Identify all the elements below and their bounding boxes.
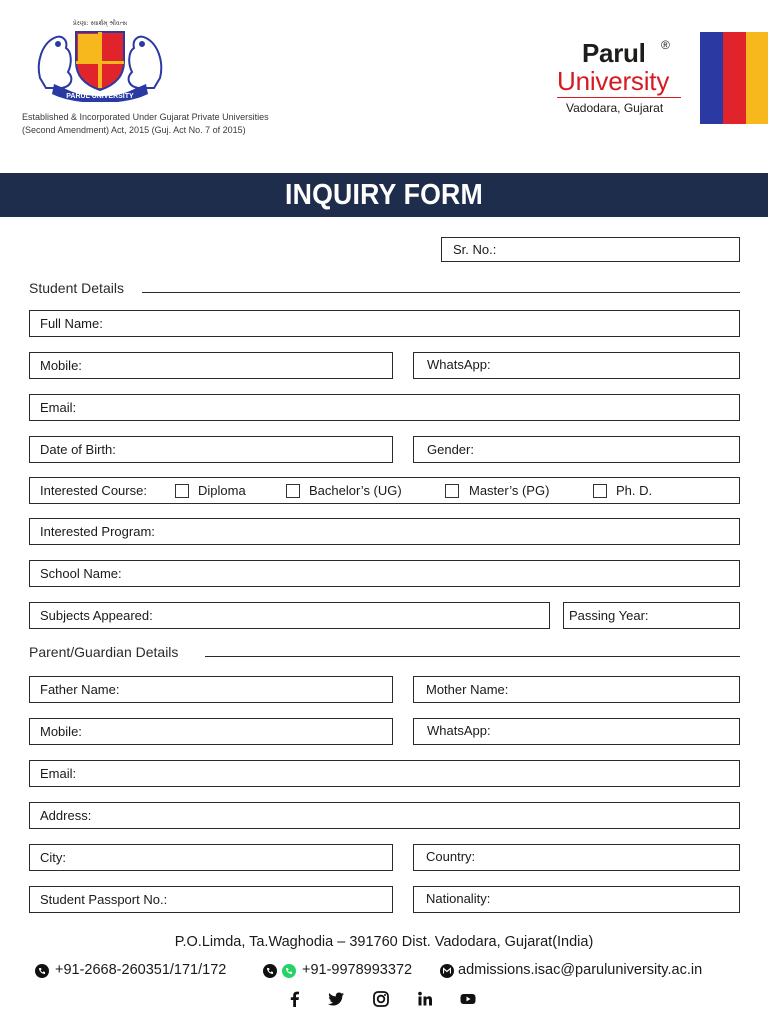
student-mobile-label: Mobile: — [40, 358, 82, 373]
phone-icon — [35, 964, 49, 978]
phd-option-label: Ph. D. — [616, 483, 653, 498]
country-label: Country: — [426, 849, 476, 864]
interested-course-label: Interested Course: — [40, 483, 147, 498]
student-details-heading: Student Details — [29, 280, 124, 296]
crest-motto: પ્રેરણા: સ્વાર્થમ્ શ્રીવત્સ — [72, 20, 128, 27]
bachelors-checkbox[interactable] — [286, 484, 300, 498]
serial-number-field[interactable] — [441, 237, 740, 262]
establishment-line-1: Established & Incorporated Under Gujarat Private Universities — [22, 112, 269, 122]
date-of-birth-label: Date of Birth: — [40, 442, 116, 457]
establishment-notice — [22, 111, 269, 137]
postal-address: P.O.Limda, Ta.Waghodia – 391760 Dist. Vadodara, Gujarat(India) — [174, 934, 594, 950]
university-crest-logo — [32, 18, 168, 102]
brand-stripe-blue — [700, 32, 723, 124]
parent-email-label: Email: — [40, 766, 77, 781]
passport-number-label: Student Passport No.: — [40, 892, 168, 907]
brand-name: Parul — [582, 38, 646, 68]
gender-field[interactable] — [413, 436, 740, 463]
brand-stripe-yellow — [746, 32, 768, 124]
facebook-icon[interactable] — [286, 990, 304, 1008]
brand-university: University — [557, 66, 670, 96]
diploma-option-label: Diploma — [198, 483, 246, 498]
interested-program-label: Interested Program: — [40, 524, 155, 539]
whatsapp-number[interactable]: +91-9978993372 — [302, 962, 413, 978]
email-address[interactable]: admissions.isac@paruluniversity.ac.in — [458, 962, 703, 978]
email-icon — [440, 964, 454, 978]
phone-numbers[interactable]: +91-2668-260351/171/172 — [55, 962, 227, 978]
city-label: City: — [40, 850, 66, 865]
father-name-field[interactable] — [29, 676, 393, 703]
student-mobile-field[interactable] — [29, 352, 393, 379]
call-icon — [263, 964, 277, 978]
mother-name-field[interactable] — [413, 676, 740, 703]
establishment-line-2: (Second Amendment) Act, 2015 (Guj. Act No. 7 of 2015) — [22, 125, 246, 135]
date-of-birth-field[interactable] — [29, 436, 393, 463]
country-field[interactable] — [413, 844, 740, 871]
form-title: INQUIRY FORM — [285, 179, 483, 211]
student-email-field[interactable] — [29, 394, 740, 421]
linkedin-icon[interactable] — [416, 990, 434, 1008]
passing-year-label: Passing Year: — [569, 608, 649, 623]
full-name-label: Full Name: — [40, 316, 103, 331]
address-label: Address: — [40, 808, 92, 823]
section-divider — [205, 656, 740, 657]
parent-details-heading: Parent/Guardian Details — [29, 644, 179, 660]
school-name-label: School Name: — [40, 566, 122, 581]
serial-number-label: Sr. No.: — [453, 242, 497, 257]
subjects-appeared-field[interactable] — [29, 602, 550, 629]
brand-underline — [557, 97, 681, 98]
father-name-label: Father Name: — [40, 682, 120, 697]
twitter-icon[interactable] — [327, 990, 345, 1008]
student-whatsapp-label: WhatsApp: — [427, 357, 491, 372]
interested-course-field — [29, 477, 740, 504]
address-field[interactable] — [29, 802, 740, 829]
parent-whatsapp-label: WhatsApp: — [427, 723, 491, 738]
masters-option-label: Master’s (PG) — [469, 483, 550, 498]
brand-stripe-red — [723, 32, 746, 124]
city-field[interactable] — [29, 844, 393, 871]
subjects-appeared-label: Subjects Appeared: — [40, 608, 153, 623]
school-name-field[interactable] — [29, 560, 740, 587]
instagram-icon[interactable] — [372, 990, 390, 1008]
crest-ribbon-text: PARUL UNIVERSITY — [66, 93, 134, 100]
gender-label: Gender: — [427, 442, 474, 457]
parent-email-field[interactable] — [29, 760, 740, 787]
bachelors-option-label: Bachelor’s (UG) — [309, 483, 402, 498]
phd-checkbox[interactable] — [593, 484, 607, 498]
diploma-checkbox[interactable] — [175, 484, 189, 498]
student-email-label: Email: — [40, 400, 77, 415]
parent-whatsapp-field[interactable] — [413, 718, 740, 745]
youtube-icon[interactable] — [459, 990, 477, 1008]
passing-year-field[interactable] — [563, 602, 740, 629]
brand-city: Vadodara, Gujarat — [566, 101, 664, 115]
full-name-field[interactable] — [29, 310, 740, 337]
nationality-label: Nationality: — [426, 891, 491, 906]
parent-mobile-label: Mobile: — [40, 724, 82, 739]
masters-checkbox[interactable] — [445, 484, 459, 498]
passport-number-field[interactable] — [29, 886, 393, 913]
registered-mark: ® — [661, 38, 670, 52]
whatsapp-icon — [282, 964, 296, 978]
nationality-field[interactable] — [413, 886, 740, 913]
student-whatsapp-field[interactable] — [413, 352, 740, 379]
mother-name-label: Mother Name: — [426, 682, 509, 697]
parent-mobile-field[interactable] — [29, 718, 393, 745]
section-divider — [142, 292, 740, 293]
interested-program-field[interactable] — [29, 518, 740, 545]
